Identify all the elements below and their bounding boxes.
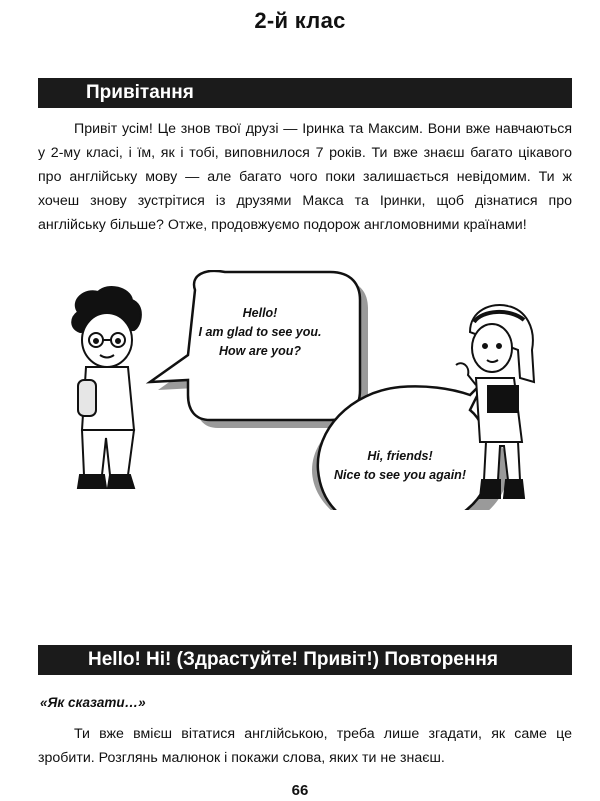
boy-speech-text — [180, 304, 340, 361]
girl-speech-line: Hi, friends! — [367, 449, 433, 463]
boy-speech-line: Hello! — [242, 306, 278, 320]
girl-speech-text — [315, 447, 485, 485]
intro-paragraph: Привіт усім! Це знов твої друзі — Іринка та Максим. Вони вже навчаються у 2-му класі, і їм, як і тобі, виповнилося 7 років. Ти вже знаєш багато цікавого про англійську мову — але багато чого поки залишається невідомим. Ти ж хочеш знову зустрітися із друзями Макса та Іринки, щоб дізнатися про англійську більше? Отже, продовжуємо подорож англомовними країнами! — [38, 121, 572, 233]
review-paragraph: Ти вже вмієш вітатися англійською, треба лише згадати, як саме це зробити. Розглянь малюнок і покажи слова, яких ти не знаєш. — [38, 726, 572, 766]
boy-speech-line: I am glad to see you. — [198, 325, 322, 339]
review-subheading: «Як сказати…» — [40, 695, 146, 710]
page-title: 2-й клас — [254, 8, 346, 33]
section-header-greeting: Привітання — [38, 78, 572, 108]
girl-speech-line: Nice to see you again! — [334, 468, 466, 482]
section-header-review: Hello! Hi! (Здрастуйте! Привіт!) Повторення — [38, 645, 572, 675]
boy-character — [72, 287, 141, 488]
boy-speech-line: How are you? — [219, 344, 301, 358]
page-number: 66 — [291, 782, 309, 799]
